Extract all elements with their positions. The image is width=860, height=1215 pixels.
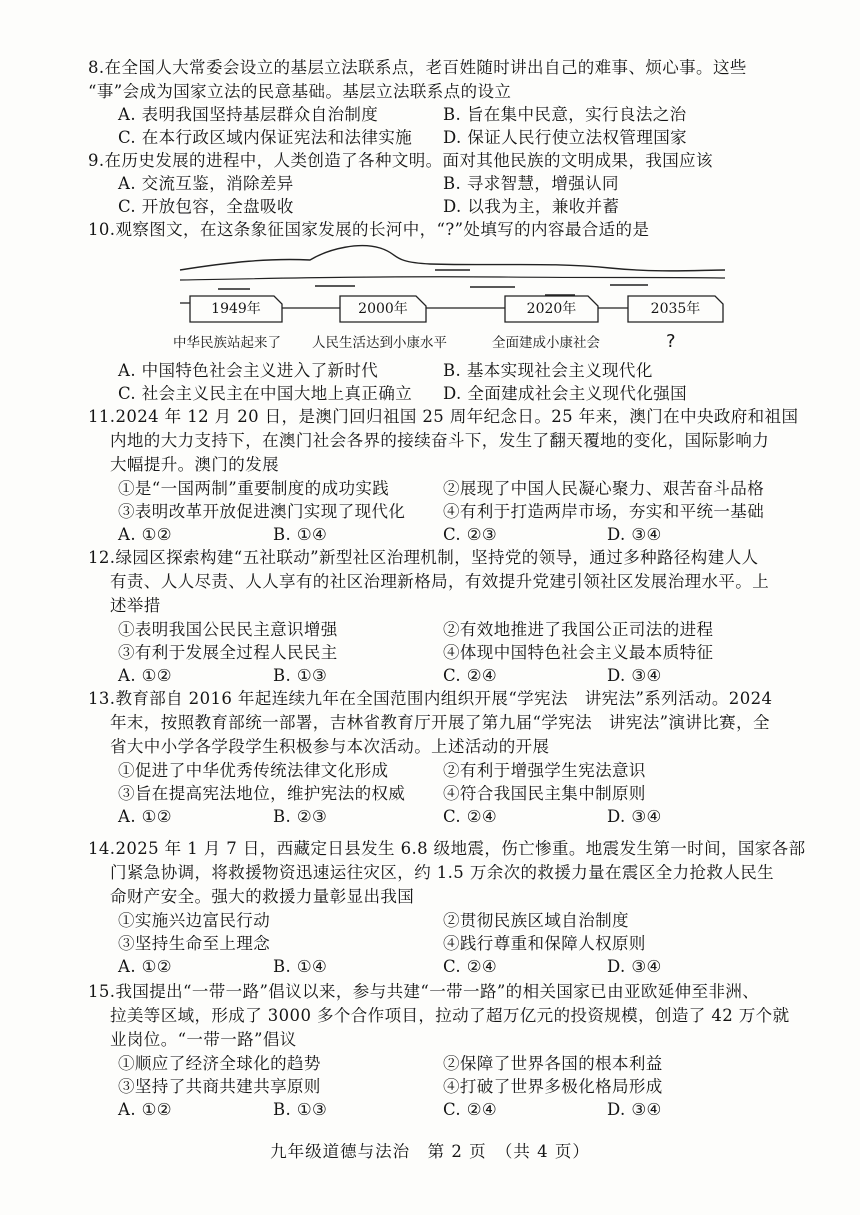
- page-footer: 九年级道德与法治 第 2 页 （共 4 页）: [270, 1142, 590, 1161]
- q12-statement-2: ②有效地推进了我国公正司法的进程: [443, 620, 714, 639]
- q14-option-a: A. ①②: [118, 957, 172, 976]
- timeline-caption-2000: 人民生活达到小康水平: [312, 335, 447, 351]
- q13-option-b: B. ②③: [273, 807, 328, 826]
- q10-option-d: D. 全面建成社会主义现代化强国: [443, 384, 688, 403]
- q15-option-a: A. ①②: [118, 1100, 172, 1119]
- q8-option-d: D. 保证人民行使立法权管理国家: [443, 128, 688, 147]
- q13-statement-2: ②有利于增强学生宪法意识: [443, 761, 646, 780]
- q9-option-b: B. 寻求智慧，增强认同: [443, 174, 619, 193]
- timeline-year-2000: 2000年: [358, 301, 408, 317]
- q8-stem-cont: “事”会成为国家立法的民意基础。基层立法联系点的设立: [88, 82, 512, 101]
- q15-statement-3: ③坚持了共商共建共享原则: [118, 1077, 321, 1096]
- q10-option-c: C. 社会主义民主在中国大地上真正确立: [118, 384, 413, 403]
- q9-stem: 9.在历史发展的进程中，人类创造了各种文明。面对其他民族的文明成果，我国应该: [88, 151, 713, 170]
- timeline-caption-2020: 全面建成小康社会: [492, 335, 600, 351]
- q10-option-b: B. 基本实现社会主义现代化: [443, 361, 653, 380]
- q8-option-c: C. 在本行政区域内保证宪法和法律实施: [118, 128, 413, 147]
- q15-option-c: C. ②④: [443, 1100, 498, 1119]
- q12-option-b: B. ①③: [273, 666, 328, 685]
- q14-stem-cont-2: 命财产安全。强大的救援力量彰显出我国: [110, 887, 415, 906]
- q14-statement-2: ②贯彻民族区域自治制度: [443, 911, 629, 930]
- timeline-year-2035: 2035年: [650, 301, 701, 317]
- timeline-year-2020: 2020年: [526, 301, 577, 317]
- q11-option-a: A. ①②: [118, 525, 172, 544]
- q14-stem: 14.2025 年 1 月 7 日，西藏定日县发生 6.8 级地震，伤亡惨重。地震发生第一时间，国家各部: [88, 839, 806, 858]
- q8-option-b: B. 旨在集中民意，实行良法之治: [443, 105, 687, 124]
- q9-option-a: A. 交流互鉴，消除差异: [118, 174, 294, 193]
- q14-statement-4: ④践行尊重和保障人权原则: [443, 934, 646, 953]
- q13-option-a: A. ①②: [118, 807, 172, 826]
- q11-option-d: D. ③④: [607, 525, 662, 544]
- q14-statement-3: ③坚持生命至上理念: [118, 934, 271, 953]
- q10-option-a: A. 中国特色社会主义进入了新时代: [118, 361, 379, 380]
- q15-option-b: B. ①③: [273, 1100, 328, 1119]
- q13-stem: 13.教育部自 2016 年起连续九年在全国范围内组织开展“学宪法 讲宪法”系列活动。2024: [88, 689, 773, 708]
- q12-option-c: C. ②④: [443, 666, 498, 685]
- q13-statement-3: ③旨在提高宪法地位，维护宪法的权威: [118, 784, 406, 803]
- q15-statement-4: ④打破了世界多极化格局形成: [443, 1077, 663, 1096]
- q15-statement-1: ①顺应了经济全球化的趋势: [118, 1054, 321, 1073]
- timeline-year-1949: 1949年: [211, 301, 261, 317]
- timeline-caption-1949: 中华民族站起来了: [173, 335, 281, 351]
- q10-stem: 10.观察图文，在这条象征国家发展的长河中，“?”处填写的内容最合适的是: [88, 220, 650, 239]
- q12-stem: 12.绿园区探索构建“五社联动”新型社区治理机制，坚持党的领导，通过多种路径构建人人: [88, 548, 759, 567]
- timeline-caption-2035-question: ?: [666, 331, 676, 352]
- q11-option-c: C. ②③: [443, 525, 498, 544]
- q11-statement-3: ③表明改革开放促进澳门实现了现代化: [118, 502, 406, 521]
- q11-stem: 11.2024 年 12 月 20 日，是澳门回归祖国 25 周年纪念日。25 年来，澳门在中央政府和祖国: [88, 407, 799, 426]
- q9-option-c: C. 开放包容，全盘吸收: [118, 197, 294, 216]
- q12-statement-3: ③有利于发展全过程人民民主: [118, 643, 338, 662]
- q14-stem-cont-1: 门紧急协调，将救援物资迅速运往灾区，约 1.5 万余次的救援力量在震区全力抢救人民生: [110, 863, 775, 882]
- q11-stem-cont-1: 内地的大力支持下，在澳门社会各界的接续奋斗下，发生了翻天覆地的变化，国际影响力: [110, 431, 770, 450]
- q8-stem: 8.在全国人大常委会设立的基层立法联系点，老百姓随时讲出自己的难事、烦心事。这些: [88, 58, 747, 77]
- q11-option-b: B. ①④: [273, 525, 328, 544]
- q13-option-d: D. ③④: [607, 807, 662, 826]
- q11-statement-4: ④有利于打造两岸市场，夯实和平统一基础: [443, 502, 765, 521]
- q13-stem-cont-2: 省大中小学各学段学生积极参与本次活动。上述活动的开展: [110, 737, 550, 756]
- q14-option-b: B. ①④: [273, 957, 328, 976]
- q15-stem-cont-1: 拉美等区域，形成了 3000 多个合作项目，拉动了超万亿元的投资规模，创造了 42 万个就: [110, 1006, 790, 1025]
- q11-stem-cont-2: 大幅提升。澳门的发展: [110, 455, 279, 474]
- q11-statement-1: ①是“一国两制”重要制度的成功实践: [118, 479, 390, 498]
- development-river-timeline: [170, 240, 730, 360]
- q12-statement-4: ④体现中国特色社会主义最本质特征: [443, 643, 714, 662]
- q12-option-a: A. ①②: [118, 666, 172, 685]
- q8-option-a: A. 表明我国坚持基层群众自治制度: [118, 105, 379, 124]
- q14-statement-1: ①实施兴边富民行动: [118, 911, 271, 930]
- q15-option-d: D. ③④: [607, 1100, 662, 1119]
- q14-option-d: D. ③④: [607, 957, 662, 976]
- q13-stem-cont-1: 年末，按照教育部统一部署，吉林省教育厅开展了第九届“学宪法 讲宪法”演讲比赛，全: [110, 713, 770, 732]
- q14-option-c: C. ②④: [443, 957, 498, 976]
- q12-statement-1: ①表明我国公民民主意识增强: [118, 620, 338, 639]
- q11-statement-2: ②展现了中国人民凝心聚力、艰苦奋斗品格: [443, 479, 765, 498]
- q15-statement-2: ②保障了世界各国的根本利益: [443, 1054, 663, 1073]
- q12-option-d: D. ③④: [607, 666, 662, 685]
- q15-stem-cont-2: 业岗位。“一带一路”倡议: [110, 1030, 297, 1049]
- q9-option-d: D. 以我为主，兼收并蓄: [443, 197, 620, 216]
- q13-statement-1: ①促进了中华优秀传统法律文化形成: [118, 761, 389, 780]
- q13-option-c: C. ②④: [443, 807, 498, 826]
- q13-statement-4: ④符合我国民主集中制原则: [443, 784, 646, 803]
- q12-stem-cont-1: 有责、人人尽责、人人享有的社区治理新格局，有效提升党建引领社区发展治理水平。上: [110, 572, 770, 591]
- q15-stem: 15.我国提出“一带一路”倡议以来，参与共建“一带一路”的相关国家已由亚欧延伸至非洲、: [88, 982, 760, 1001]
- q12-stem-cont-2: 述举措: [110, 596, 161, 615]
